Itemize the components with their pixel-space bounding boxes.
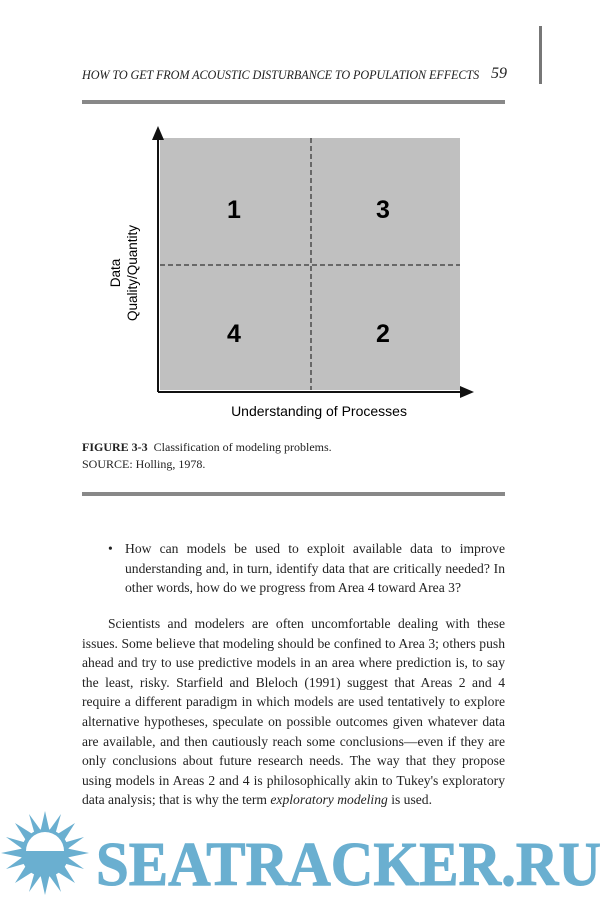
sun-icon — [1, 811, 89, 895]
x-axis-label: Understanding of Processes — [231, 403, 407, 419]
caption-source: SOURCE: Holling, 1978. — [82, 457, 206, 471]
figure-label: FIGURE 3-3 — [82, 440, 148, 454]
quadrant-1: 1 — [227, 196, 241, 224]
figure-caption — [82, 439, 332, 473]
bullet-marker: • — [108, 541, 113, 556]
body-paragraph — [82, 614, 505, 810]
caption-text: Classification of modeling problems. — [153, 440, 332, 454]
emphasis-term: exploratory modeling — [270, 792, 388, 808]
quadrant-area — [160, 138, 460, 390]
bullet-text: How can models be used to exploit available data to improve understanding and, in turn, identify data that are critically needed? In other words, how do we progress from Area 4 toward Area 3? — [125, 541, 505, 596]
page-number: 59 — [491, 65, 507, 82]
quadrant-4: 4 — [227, 320, 241, 348]
paragraph-text: Scientists and modelers are often uncomfortable dealing with these issues. Some believe that modeling should be confined to Area 3; others push ahead and try to use predictive models in an area where prediction is, to say the least, risky. Starfield and Bleloch (1991) suggest that Areas 2 and 4 require a different paradigm in which models are used tentatively to explore alternative hypotheses, speculate on possible outcomes given whatever data are available, and then cautiously reach some conclusions—even if they are only conclusions about future research needs. The way that they propose using models in Areas 2 and 4 is philosophically akin to Tukey's exploratory data analysis; that is why the term — [82, 616, 505, 808]
x-axis-arrow-icon — [460, 386, 474, 398]
y-axis-label-line1: Data — [108, 258, 123, 288]
watermark-text: SEATRACKER.RU — [96, 831, 601, 899]
running-header: HOW TO GET FROM ACOUSTIC DISTURBANCE TO POPULATION EFFECTS — [82, 68, 480, 82]
y-axis-label-line2: Quality/Quantity — [125, 224, 140, 322]
quadrant-2: 2 — [376, 320, 390, 348]
paragraph-end: is used. — [387, 792, 432, 808]
y-axis-arrow-icon — [152, 126, 164, 140]
caption-rule — [82, 492, 505, 496]
watermark — [0, 805, 607, 900]
quadrant-3: 3 — [376, 196, 390, 224]
quadrant-figure — [0, 0, 607, 430]
